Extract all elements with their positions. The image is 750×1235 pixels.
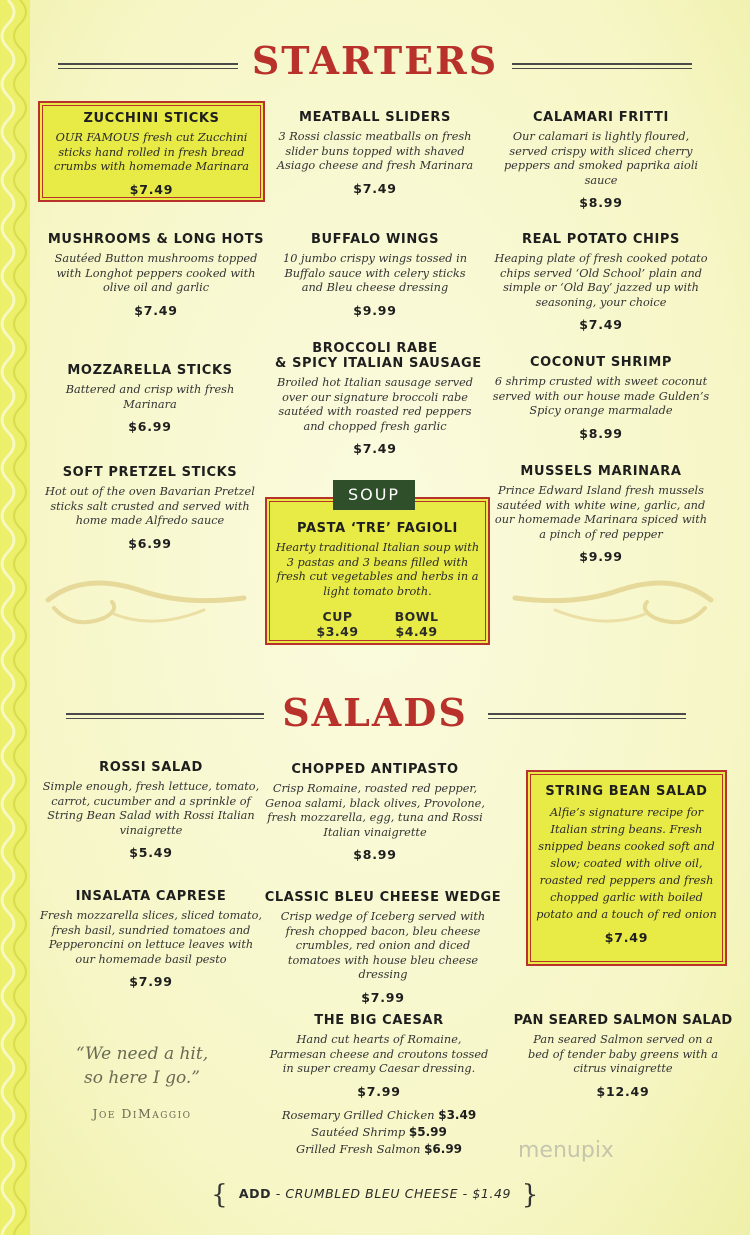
item-desc: 10 jumbo crispy wings tossed in Buffalo sauce with celery sticks and Bleu cheese dressing bbox=[283, 252, 467, 295]
item-name: ROSSI SALAD bbox=[99, 760, 203, 775]
menu-item-soft-pretzel-sticks bbox=[40, 465, 260, 551]
item-desc: Hot out of the oven Bavarian Pretzel sticks salt crusted and served with home made Alfredo sauce bbox=[45, 485, 255, 528]
addon-price: $6.99 bbox=[424, 1141, 463, 1156]
item-desc: Alfie’s signature recipe for Italian string beans. Fresh snipped beans cooked soft and slow; coated with olive oil, roasted red peppers and fresh chopped garlic with boiled potato and a touch of red onion bbox=[536, 806, 717, 921]
item-name: SOFT PRETZEL STICKS bbox=[62, 465, 238, 480]
item-price: $7.49 bbox=[604, 930, 649, 945]
addon-item bbox=[268, 1107, 490, 1124]
item-name: CHOPPED ANTIPASTO bbox=[291, 762, 459, 777]
item-price: $6.99 bbox=[128, 419, 172, 435]
addon-label: Sautéed Shrimp bbox=[311, 1124, 406, 1139]
item-desc: Crisp wedge of Iceberg served with fresh chopped bacon, bleu cheese crumbles, red onion and diced tomatoes with house bleu cheese dressing bbox=[280, 910, 486, 982]
item-name: THE BIG CAESAR bbox=[314, 1013, 444, 1028]
soup-tag: SOUP bbox=[333, 480, 415, 510]
menu-item-calamari-fritti bbox=[492, 110, 710, 210]
item-name-line2: & SPICY ITALIAN SAUSAGE bbox=[275, 356, 482, 371]
item-desc: Pan seared Salmon served on a bed of tender baby greens with a citrus vinaigrette bbox=[528, 1033, 718, 1076]
item-price: $7.49 bbox=[353, 441, 397, 457]
quote-author: Joe DiMaggio bbox=[92, 1106, 192, 1121]
item-price: $7.49 bbox=[129, 181, 174, 197]
left-brace: { bbox=[211, 1180, 229, 1210]
wave-pattern bbox=[0, 0, 30, 1235]
item-desc: Sautéed Button mushrooms topped with Longhot peppers cooked with olive oil and garlic bbox=[54, 252, 258, 295]
item-desc: Heaping plate of fresh cooked potato chips served ‘Old School’ plain and simple or ‘Old Bay’ jazzed up with seasoning, your choice bbox=[494, 252, 708, 309]
right-brace: } bbox=[521, 1180, 539, 1210]
item-name: MEATBALL SLIDERS bbox=[299, 110, 451, 125]
item-desc: Broiled hot Italian sausage served over our signature broccoli rabe sautéed with roasted red peppers and chopped fresh garlic bbox=[276, 376, 474, 433]
menu-item-real-potato-chips bbox=[492, 232, 710, 332]
menu-item-pan-seared-salmon-salad bbox=[512, 1013, 734, 1099]
soup-bowl bbox=[395, 609, 439, 639]
menu-item-string-bean-salad bbox=[526, 770, 727, 966]
menu-item-coconut-shrimp bbox=[492, 355, 710, 441]
item-name: REAL POTATO CHIPS bbox=[521, 232, 681, 247]
item-desc: Our calamari is lightly floured, served crispy with sliced cherry peppers and smoked paprika aioli sauce bbox=[503, 130, 699, 187]
item-desc: 3 Rossi classic meatballs on fresh slider buns topped with shaved Asiago cheese and fresh Marinara bbox=[276, 130, 474, 173]
item-desc: Crisp Romaine, roasted red pepper, Genoa salami, black olives, Provolone, fresh mozzarella, egg, tuna and Rossi Italian vinaigrette bbox=[265, 782, 485, 839]
menu-item-rossi-salad bbox=[40, 760, 262, 860]
flourish-right-ornament bbox=[510, 570, 715, 640]
joe-dimaggio-quote bbox=[52, 1042, 232, 1090]
bowl-price: $4.49 bbox=[395, 624, 438, 640]
item-name: PASTA ‘TRE’ FAGIOLI bbox=[297, 521, 458, 536]
item-name-line1: BROCCOLI RABE bbox=[312, 341, 438, 356]
item-desc: Hand cut hearts of Romaine, Parmesan cheese and croutons tossed in super creamy Caesar dressing. bbox=[269, 1033, 489, 1076]
item-price: $12.49 bbox=[596, 1083, 650, 1099]
item-desc: Battered and crisp with fresh Marinara bbox=[65, 383, 235, 411]
flourish-left-ornament bbox=[44, 570, 249, 640]
item-price: $9.99 bbox=[353, 302, 397, 318]
item-name: COCONUT SHRIMP bbox=[530, 355, 672, 370]
add-text: - CRUMBLED BLEU CHEESE - $1.49 bbox=[275, 1186, 512, 1201]
addon-price: $5.99 bbox=[408, 1124, 447, 1139]
item-price: $7.99 bbox=[361, 989, 405, 1005]
add-bleu-cheese-row bbox=[0, 1180, 750, 1210]
item-name: CALAMARI FRITTI bbox=[533, 110, 669, 125]
item-name: MOZZARELLA STICKS bbox=[67, 363, 233, 378]
item-name: INSALATA CAPRESE bbox=[75, 889, 227, 904]
addon-item bbox=[268, 1124, 490, 1141]
addon-price: $3.49 bbox=[438, 1107, 477, 1122]
menu-item-mushrooms-long-hots bbox=[40, 232, 272, 318]
item-price: $8.99 bbox=[579, 195, 623, 211]
add-label: ADD bbox=[238, 1186, 272, 1201]
item-price: $5.49 bbox=[129, 845, 173, 861]
cup-price: $3.49 bbox=[316, 624, 359, 640]
item-desc: Simple enough, fresh lettuce, tomato, carrot, cucumber and a sprinkle of String Bean Salad with Rossi Italian vinaigrette bbox=[42, 780, 260, 837]
menu-item-classic-bleu-cheese-wedge bbox=[262, 890, 504, 1005]
item-name: ZUCCHINI STICKS bbox=[83, 111, 220, 126]
item-desc: OUR FAMOUS fresh cut Zucchini sticks hand rolled in fresh bread crumbs with homemade Marinara bbox=[54, 131, 249, 174]
item-price: $7.99 bbox=[357, 1083, 401, 1099]
quote-line-1: “We need a hit, bbox=[75, 1044, 209, 1064]
item-name: CLASSIC BLEU CHEESE WEDGE bbox=[264, 890, 502, 905]
menu-item-broccoli-rabe-sausage bbox=[275, 341, 482, 457]
bowl-label: BOWL bbox=[394, 609, 439, 625]
menu-item-mussels-marinara bbox=[492, 464, 710, 564]
starters-title: STARTERS bbox=[251, 38, 499, 83]
item-price: $7.49 bbox=[579, 317, 623, 333]
caesar-addons bbox=[268, 1107, 490, 1158]
menu-item-zucchini-sticks bbox=[38, 101, 265, 202]
item-price: $9.99 bbox=[579, 549, 623, 565]
soup-sizes bbox=[273, 609, 482, 639]
addon-label: Grilled Fresh Salmon bbox=[295, 1141, 421, 1156]
menu-item-the-big-caesar bbox=[268, 1013, 490, 1158]
item-name: MUSSELS MARINARA bbox=[520, 464, 682, 479]
quote-line-2: so here I go.” bbox=[84, 1068, 200, 1088]
item-desc: Prince Edward Island fresh mussels sautéed with white wine, garlic, and our homemade Marinara spiced with a pinch of red pepper bbox=[494, 484, 708, 541]
item-price: $7.49 bbox=[134, 302, 178, 318]
menu-item-pasta-tre-fagioli bbox=[265, 497, 490, 645]
salads-title: SALADS bbox=[282, 690, 468, 735]
item-desc: Fresh mozzarella slices, sliced tomato, fresh basil, sundried tomatoes and Pepperoncini on lettuce leaves with our homemade basil pesto bbox=[40, 909, 262, 966]
item-desc: 6 shrimp crusted with sweet coconut served with our house made Gulden’s Spicy orange marmalade bbox=[492, 375, 710, 418]
item-price: $8.99 bbox=[579, 425, 623, 441]
soup-cup bbox=[317, 609, 359, 639]
item-name: BUFFALO WINGS bbox=[310, 232, 440, 247]
watermark-text: menupix bbox=[518, 1138, 614, 1163]
addon-label: Rosemary Grilled Chicken bbox=[281, 1107, 435, 1122]
item-name: MUSHROOMS & LONG HOTS bbox=[47, 232, 265, 247]
addon-item bbox=[268, 1141, 490, 1158]
menu-item-meatball-sliders bbox=[275, 110, 475, 196]
item-desc: Hearty traditional Italian soup with 3 pastas and 3 beans filled with fresh cut vegetables and herbs in a light tomato broth. bbox=[275, 541, 480, 598]
cup-label: CUP bbox=[322, 609, 353, 625]
item-price: $7.99 bbox=[129, 974, 173, 990]
item-price: $7.49 bbox=[353, 180, 397, 196]
decorative-border bbox=[0, 0, 30, 1235]
item-price: $6.99 bbox=[128, 535, 172, 551]
menu-item-insalata-caprese bbox=[40, 889, 262, 989]
menu-item-buffalo-wings bbox=[280, 232, 470, 318]
item-price: $8.99 bbox=[353, 847, 397, 863]
menu-item-chopped-antipasto bbox=[265, 762, 485, 862]
item-name: STRING BEAN SALAD bbox=[545, 784, 708, 799]
item-name: PAN SEARED SALMON SALAD bbox=[513, 1013, 733, 1028]
menu-item-mozzarella-sticks bbox=[40, 363, 260, 434]
